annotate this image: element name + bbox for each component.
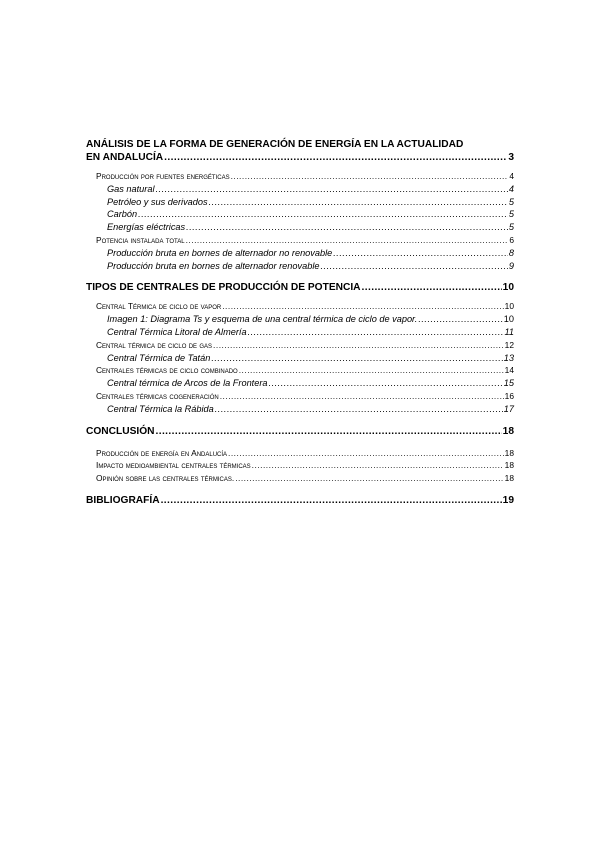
toc-page-number: 18 — [504, 460, 514, 471]
toc-page-number: 15 — [503, 378, 514, 389]
toc-subsection-entry[interactable] — [86, 300, 514, 313]
dot-leader — [239, 364, 504, 377]
dot-leader — [248, 326, 504, 339]
dot-leader — [333, 247, 508, 260]
toc-entry-label: Central térmica de Arcos de la Frontera — [107, 378, 268, 389]
toc-subsubsection-entry[interactable] — [86, 183, 514, 196]
toc-page-number: 6 — [509, 234, 514, 245]
toc-page-number: 13 — [503, 352, 514, 363]
toc-subsubsection-entry[interactable] — [86, 247, 514, 260]
toc-entry-label: Centrales térmicas cogeneración — [96, 390, 219, 401]
toc-entry-label: Carbón — [107, 209, 138, 220]
dot-leader — [164, 151, 507, 164]
toc-page-number: 10 — [502, 282, 514, 294]
dot-leader — [320, 260, 507, 273]
toc-entry-label: Central Térmica Litoral de Almería — [107, 326, 247, 337]
toc-subsubsection-entry[interactable] — [86, 313, 514, 326]
toc-section-title: TIPOS DE CENTRALES DE PRODUCCIÓN DE POTENCIA — [86, 282, 361, 294]
toc-page-number: 18 — [504, 447, 514, 458]
toc-page-number: 17 — [503, 403, 514, 414]
toc-page-number: 8 — [508, 247, 514, 258]
toc-page-number: 19 — [502, 494, 514, 506]
dot-leader — [222, 300, 503, 313]
toc-subsubsection-entry[interactable] — [86, 377, 514, 390]
toc-entry-label: Central Térmica la Rábida — [107, 403, 214, 414]
toc-section-entry[interactable] — [86, 151, 514, 164]
toc-entry-label: Central térmica de ciclo de gas — [96, 339, 213, 350]
toc-section-entry[interactable] — [86, 425, 514, 438]
toc-section-title: BIBLIOGRAFÍA — [86, 494, 160, 506]
toc-subsubsection-entry[interactable] — [86, 196, 514, 209]
dot-leader — [220, 390, 504, 403]
dot-leader — [418, 313, 502, 326]
toc-page-number: 18 — [504, 473, 514, 484]
toc-page-number: 10 — [504, 301, 514, 312]
toc-page-number: 4 — [508, 183, 514, 194]
toc-entry-label: Producción de energía en Andalucía — [96, 447, 228, 458]
toc-entry-label: Central Térmica de ciclo de vapor — [96, 301, 222, 312]
toc-page-number: 4 — [509, 171, 514, 181]
toc-entry-label: Centrales térmicas de ciclo combinado — [96, 365, 238, 376]
toc-page-number: 3 — [508, 152, 514, 163]
dot-leader — [156, 183, 508, 196]
dot-leader — [235, 472, 503, 485]
toc-subsection-entry[interactable] — [86, 447, 514, 460]
dot-leader — [155, 425, 501, 438]
toc-entry-label: Potencia instalada total — [96, 234, 185, 245]
dot-leader — [231, 170, 509, 183]
toc-subsection-entry[interactable] — [86, 472, 514, 485]
toc-section-title: CONCLUSIÓN — [86, 425, 155, 437]
toc-entry-label: Gas natural — [107, 183, 155, 194]
toc-section-title-line1: ANÁLISIS DE LA FORMA DE GENERACIÓN DE ENERGÍA EN LA ACTUALIDAD — [86, 139, 464, 150]
toc-entry-label: Energías eléctricas — [107, 222, 186, 233]
toc-subsection-entry[interactable] — [86, 364, 514, 377]
toc-page-number: 5 — [508, 222, 514, 233]
dot-leader — [228, 447, 504, 460]
dot-leader — [161, 494, 502, 507]
toc-page-number: 5 — [508, 209, 514, 220]
toc-section-title-line2: EN ANDALUCÍA — [86, 152, 164, 163]
toc-page-number: 12 — [504, 339, 514, 350]
toc-subsection-entry[interactable] — [86, 390, 514, 403]
toc-section-entry[interactable] — [86, 281, 514, 294]
toc-entry-label: Imagen 1: Diagrama Ts y esquema de una central térmica de ciclo de vapor. — [107, 314, 418, 325]
toc-page-number: 16 — [504, 390, 514, 401]
toc-entry-label: Impacto medioambiental centrales térmicas — [96, 460, 251, 471]
toc-section-title[interactable] — [86, 138, 514, 151]
dot-leader — [269, 377, 503, 390]
dot-leader — [362, 281, 502, 294]
toc-section-entry[interactable] — [86, 494, 514, 507]
toc-page-number: 9 — [508, 260, 514, 271]
dot-leader — [213, 339, 504, 352]
toc-entry-label: Producción bruta en bornes de alternador no renovable — [107, 247, 333, 258]
toc-page-number: 18 — [502, 425, 514, 437]
toc-subsubsection-entry[interactable] — [86, 221, 514, 234]
dot-leader — [211, 352, 502, 365]
toc-subsubsection-entry[interactable] — [86, 208, 514, 221]
toc-subsection-entry[interactable] — [86, 339, 514, 352]
toc-page-number: 11 — [504, 326, 514, 337]
dot-leader — [138, 208, 508, 221]
toc-entry-label: Central Térmica de Tatán — [107, 352, 211, 363]
dot-leader — [186, 221, 508, 234]
toc-subsubsection-entry[interactable] — [86, 326, 514, 339]
toc-subsection-entry[interactable] — [86, 234, 514, 247]
toc-page-number: 14 — [504, 365, 514, 376]
toc-entry-label: Opinión sobre las centrales térmicas. — [96, 473, 235, 484]
toc-page-number: 5 — [508, 196, 514, 207]
toc-subsection-entry[interactable] — [86, 459, 514, 472]
table-of-contents — [86, 138, 514, 507]
dot-leader — [209, 196, 508, 209]
dot-leader — [186, 234, 509, 247]
toc-subsubsection-entry[interactable] — [86, 260, 514, 273]
toc-entry-label: Petróleo y sus derivados — [107, 196, 208, 207]
toc-subsubsection-entry[interactable] — [86, 403, 514, 416]
dot-leader — [252, 459, 504, 472]
toc-entry-label: Producción bruta en bornes de alternador renovable — [107, 260, 320, 271]
toc-entry-label: Producción por fuentes energéticas — [96, 171, 230, 181]
dot-leader — [215, 403, 503, 416]
toc-subsection-entry[interactable] — [86, 170, 514, 183]
toc-page-number: 10 — [503, 314, 514, 325]
toc-subsubsection-entry[interactable] — [86, 352, 514, 365]
